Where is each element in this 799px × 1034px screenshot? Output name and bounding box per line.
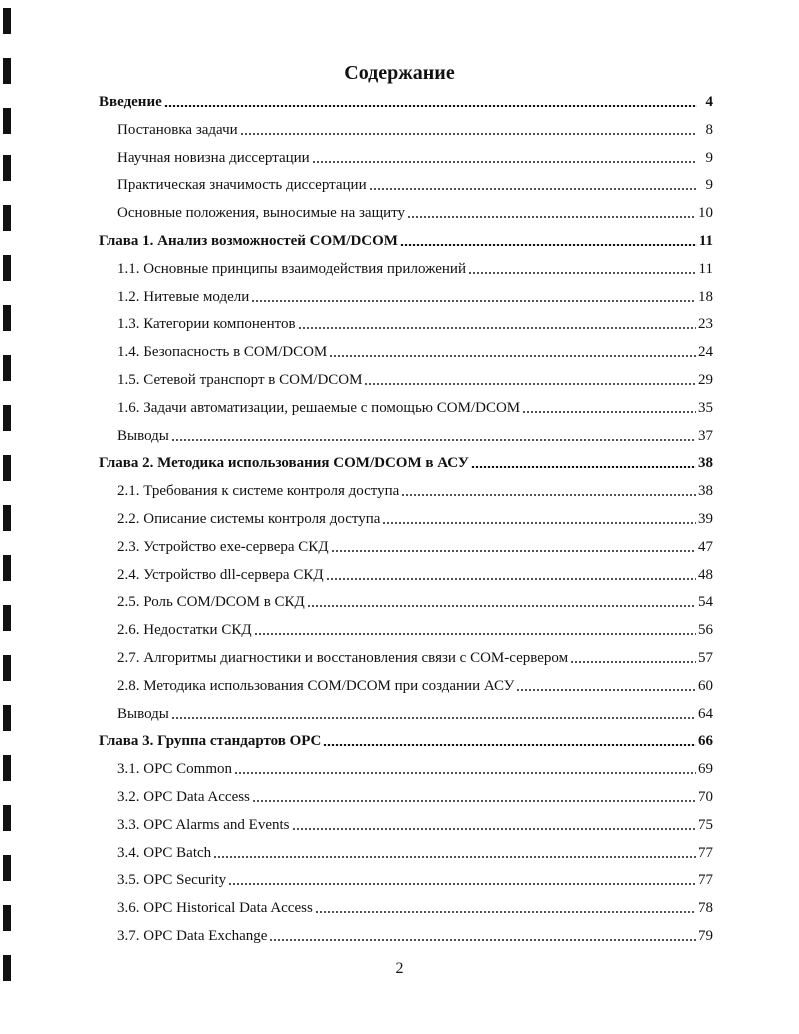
- dot-leader: [240, 133, 697, 135]
- binding-mark: [3, 8, 11, 34]
- toc-section-entry: [117, 479, 713, 501]
- toc-entry-label: Основные положения, выносимые на защиту: [117, 205, 406, 222]
- page-title: Содержание: [344, 62, 455, 84]
- toc-entry-page: 38: [698, 483, 713, 500]
- toc-entry-page: 10: [698, 205, 713, 222]
- binding-mark: [3, 855, 11, 881]
- toc-entry-label: 1.1. Основные принципы взаимодействия приложений: [117, 260, 466, 277]
- dot-leader: [471, 466, 696, 468]
- toc-section-entry: [117, 535, 713, 557]
- toc-chapter-entry: [99, 451, 713, 473]
- binding-mark: [3, 305, 11, 331]
- binding-mark: [3, 155, 11, 181]
- toc-section-entry: [117, 618, 713, 640]
- binding-marks: [0, 0, 40, 1034]
- dot-leader: [252, 800, 696, 802]
- toc-entry-label: 3.7. OPC Data Exchange: [117, 928, 268, 944]
- toc-entry-page: 77: [698, 844, 713, 861]
- toc-entry-label: 1.4. Безопасность в COM/DCOM: [117, 344, 328, 361]
- toc-entry-label: 2.3. Устройство exe-сервера СКД: [117, 538, 329, 555]
- toc-entry-label: 2.4. Устройство dll-сервера СКД: [117, 566, 324, 583]
- dot-leader: [326, 578, 696, 580]
- dot-leader: [382, 522, 696, 524]
- toc-section-entry: [117, 173, 713, 195]
- toc-entry-page: 11: [698, 233, 713, 249]
- dot-leader: [171, 717, 696, 719]
- toc-entry-label: 2.7. Алгоритмы диагностики и восстановления связи с COM-сервером: [117, 650, 569, 666]
- dot-leader: [570, 661, 696, 663]
- toc-entry-label: 3.5. OPC Security: [117, 872, 227, 889]
- dot-leader: [522, 411, 696, 413]
- dot-leader: [254, 633, 696, 635]
- dot-leader: [234, 772, 696, 774]
- dot-leader: [269, 939, 696, 941]
- binding-mark: [3, 205, 11, 231]
- toc-entry-label: Практическая значимость диссертации: [117, 177, 367, 194]
- toc-entry-page: 37: [698, 427, 713, 444]
- toc-section-entry: [117, 201, 713, 223]
- toc-section-entry: [117, 702, 713, 724]
- toc-entry-label: 2.8. Методика использования COM/DCOM при создании АСУ: [117, 677, 515, 694]
- toc-section-entry: [117, 896, 713, 918]
- toc-entry-page: 35: [698, 399, 713, 416]
- toc-section-entry: [117, 674, 713, 696]
- toc-entry-label: 1.2. Нитевые модели: [117, 288, 250, 305]
- toc-section-entry: [117, 368, 713, 390]
- dot-leader: [251, 300, 696, 302]
- toc-entry-page: 29: [698, 372, 713, 388]
- binding-mark: [3, 605, 11, 631]
- toc-entry-page: 79: [698, 928, 713, 944]
- toc-section-entry: [117, 924, 713, 946]
- toc-section-entry: [117, 340, 713, 362]
- toc-section-entry: [117, 785, 713, 807]
- binding-mark: [3, 905, 11, 931]
- toc-section-entry: [117, 813, 713, 835]
- toc-section-entry: [117, 563, 713, 585]
- binding-mark: [3, 255, 11, 281]
- toc-section-entry: [117, 146, 713, 168]
- toc-section-entry: [117, 312, 713, 334]
- dot-leader: [171, 439, 696, 441]
- toc-entry-page: 47: [698, 538, 713, 555]
- toc-entry-page: 23: [698, 316, 713, 333]
- binding-mark: [3, 355, 11, 381]
- toc-entry-page: 69: [698, 761, 713, 778]
- toc-entry-page: 77: [698, 872, 713, 889]
- toc-entry-label: 3.2. OPC Data Access: [117, 789, 250, 805]
- dot-leader: [401, 494, 696, 496]
- toc-section-entry: [117, 590, 713, 612]
- dot-leader: [516, 689, 696, 691]
- toc-entry-page: 4: [705, 94, 713, 110]
- toc-entry-page: 18: [698, 288, 713, 305]
- toc-entry-page: 78: [698, 900, 713, 917]
- toc-section-entry: [117, 257, 713, 279]
- toc-section-entry: [117, 396, 713, 418]
- binding-mark: [3, 405, 11, 431]
- dot-leader: [312, 161, 697, 163]
- toc-section-entry: [117, 285, 713, 307]
- dot-leader: [307, 605, 696, 607]
- toc-entry-page: 64: [698, 705, 713, 722]
- toc-entry-label: Выводы: [117, 705, 169, 722]
- dot-leader: [331, 550, 696, 552]
- toc-entry-page: 56: [698, 622, 713, 639]
- toc-chapter-entry: [99, 229, 713, 251]
- toc-entry-label: 1.5. Сетевой транспорт в COM/DCOM: [117, 372, 363, 388]
- toc-section-entry: [117, 424, 713, 446]
- dot-leader: [228, 883, 696, 885]
- toc-section-entry: [117, 757, 713, 779]
- toc-chapter-entry: [99, 90, 713, 112]
- dot-leader: [468, 272, 697, 274]
- dot-leader: [315, 911, 696, 913]
- binding-mark: [3, 705, 11, 731]
- toc-entry-label: 3.1. OPC Common: [117, 761, 233, 778]
- toc-entry-label: 2.5. Роль COM/DCOM в СКД: [117, 594, 305, 611]
- dot-leader: [164, 105, 697, 107]
- toc-entry-label: Введение: [99, 94, 162, 110]
- toc-entry-page: 9: [705, 149, 713, 166]
- toc-entry-label: 1.6. Задачи автоматизации, решаемые с помощью COM/DCOM: [117, 399, 521, 416]
- dot-leader: [298, 327, 696, 329]
- toc-section-entry: [117, 868, 713, 890]
- binding-mark: [3, 805, 11, 831]
- binding-mark: [3, 108, 11, 134]
- dot-leader: [400, 244, 697, 246]
- dot-leader: [292, 828, 697, 830]
- toc-entry-label: 3.6. OPC Historical Data Access: [117, 900, 313, 917]
- toc-section-entry: [117, 646, 713, 668]
- toc-entry-label: Научная новизна диссертации: [117, 149, 310, 166]
- dot-leader: [213, 856, 696, 858]
- toc-entry-page: 38: [698, 455, 713, 472]
- toc-entry-label: 3.3. OPC Alarms and Events: [117, 816, 290, 833]
- toc-entry-page: 60: [698, 677, 713, 694]
- toc-entry-page: 54: [698, 594, 713, 611]
- page-number: 2: [395, 960, 404, 977]
- toc-section-entry: [117, 118, 713, 140]
- dot-leader: [329, 355, 696, 357]
- toc-entry-page: 75: [698, 816, 713, 833]
- toc-entry-page: 57: [698, 650, 713, 666]
- toc-entry-label: 2.1. Требования к системе контроля доступа: [117, 483, 400, 500]
- toc-entry-label: 2.2. Описание системы контроля доступа: [117, 511, 381, 527]
- toc-entry-page: 70: [698, 789, 713, 805]
- dot-leader: [407, 216, 696, 218]
- toc-entry-page: 24: [698, 344, 713, 361]
- toc-entry-page: 8: [705, 121, 713, 138]
- toc-entry-label: Глава 1. Анализ возможностей COM/DCOM: [99, 233, 398, 249]
- toc-section-entry: [117, 507, 713, 529]
- toc-entry-label: 2.6. Недостатки СКД: [117, 622, 252, 639]
- dot-leader: [369, 188, 697, 190]
- toc-entry-label: Глава 3. Группа стандартов OPC: [99, 733, 322, 750]
- binding-mark: [3, 505, 11, 531]
- toc-entry-page: 39: [698, 511, 713, 527]
- toc-entry-label: 1.3. Категории компонентов: [117, 316, 296, 333]
- toc-chapter-entry: [99, 729, 713, 751]
- toc-entry-page: 66: [698, 733, 713, 750]
- toc-entry-label: Выводы: [117, 427, 169, 444]
- binding-mark: [3, 755, 11, 781]
- binding-mark: [3, 555, 11, 581]
- toc-entry-page: 9: [705, 177, 713, 194]
- toc-entry-label: Глава 2. Методика использования COM/DCOM в АСУ: [99, 455, 469, 472]
- binding-mark: [3, 655, 11, 681]
- binding-mark: [3, 455, 11, 481]
- toc-entry-page: 48: [698, 566, 713, 583]
- toc-section-entry: [117, 841, 713, 863]
- toc-entry-label: Постановка задачи: [117, 121, 238, 138]
- toc-entry-label: 3.4. OPC Batch: [117, 844, 212, 861]
- dot-leader: [323, 744, 696, 746]
- toc-entry-page: 11: [698, 260, 713, 277]
- dot-leader: [364, 383, 696, 385]
